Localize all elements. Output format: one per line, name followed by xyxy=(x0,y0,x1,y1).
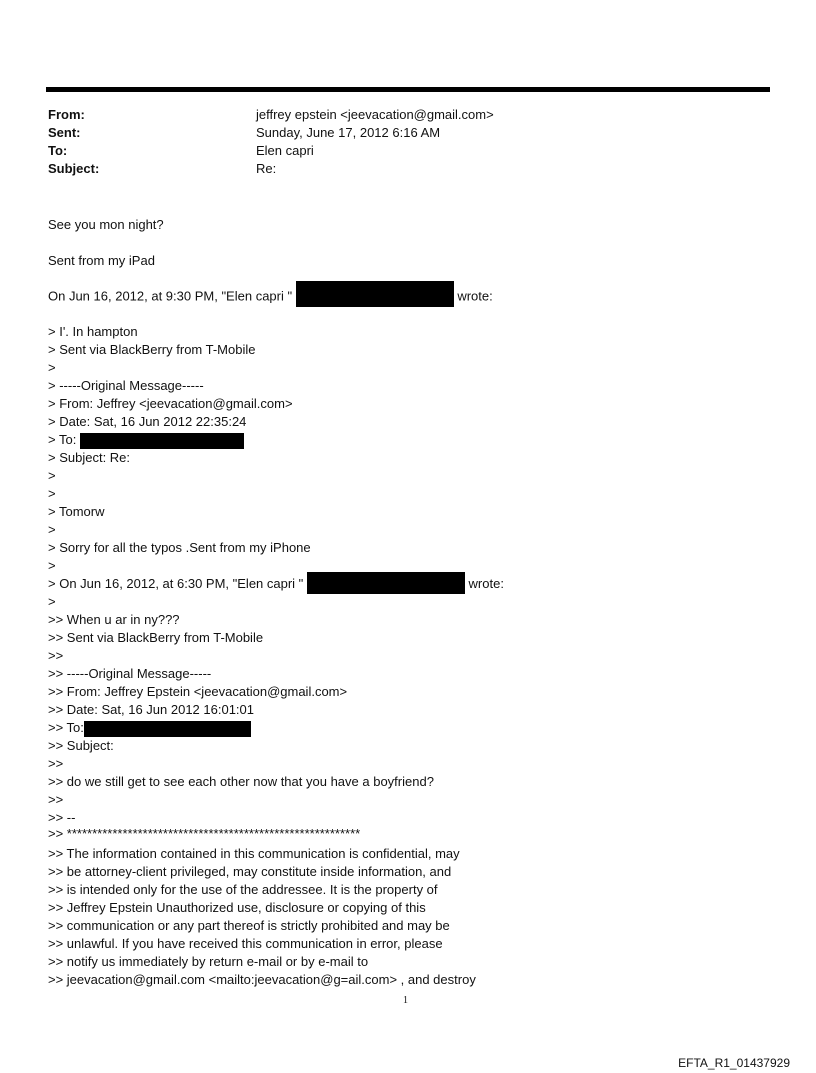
quote-line: >> -- xyxy=(48,810,76,825)
quote-line: >> Subject: xyxy=(48,738,114,753)
body-text: > To: xyxy=(48,432,80,447)
quote-line: > I'. In hampton xyxy=(48,324,138,339)
quote-line: > Date: Sat, 16 Jun 2012 22:35:24 xyxy=(48,414,247,429)
quote-line: >> is intended only for the use of the addressee. It is the property of xyxy=(48,882,438,897)
quote-line: >> communication or any part thereof is strictly prohibited and may be xyxy=(48,918,450,933)
quote-line xyxy=(48,431,244,449)
quote-line: > xyxy=(48,522,56,537)
quote-line: >> Date: Sat, 16 Jun 2012 16:01:01 xyxy=(48,702,254,717)
quote-line: >> The information contained in this communication is confidential, may xyxy=(48,846,460,861)
subject-value: Re: xyxy=(256,161,277,176)
redaction-box xyxy=(307,572,465,594)
redaction-box xyxy=(80,433,244,449)
quote-line: >> Sent via BlackBerry from T-Mobile xyxy=(48,630,264,645)
quote-line: >> xyxy=(48,648,64,663)
sent-value: Sunday, June 17, 2012 6:16 AM xyxy=(256,125,441,140)
body-line xyxy=(48,287,493,307)
to-label: To: xyxy=(48,143,68,158)
quote-line xyxy=(48,575,504,594)
quote-line: >> xyxy=(48,792,64,807)
quote-line: >> notify us immediately by return e-mail or by e-mail to xyxy=(48,954,369,969)
redaction-box xyxy=(84,721,251,737)
quote-line: > Sent via BlackBerry from T-Mobile xyxy=(48,342,256,357)
quote-line: >> be attorney-client privileged, may constitute inside information, and xyxy=(48,864,452,879)
quote-line: >> unlawful. If you have received this communication in error, please xyxy=(48,936,443,951)
bates-number: EFTA_R1_01437929 xyxy=(678,1056,790,1070)
quote-line: > -----Original Message----- xyxy=(48,378,204,393)
quote-line xyxy=(48,719,251,737)
quote-line: >> -----Original Message----- xyxy=(48,666,212,681)
sent-label: Sent: xyxy=(48,125,81,140)
quote-line: >> ********************************************************** xyxy=(48,826,361,841)
body-line: See you mon night? xyxy=(48,217,164,232)
page-number: 1 xyxy=(403,995,408,1006)
quote-line: > xyxy=(48,558,56,573)
quote-line: > xyxy=(48,468,56,483)
body-text: > On Jun 16, 2012, at 6:30 PM, "Elen capri " xyxy=(48,576,307,591)
quote-line: > Tomorw xyxy=(48,504,105,519)
body-text: >> To: xyxy=(48,720,84,735)
quote-line: >> do we still get to see each other now that you have a boyfriend? xyxy=(48,774,434,789)
body-line: Sent from my iPad xyxy=(48,253,155,268)
body-text: On Jun 16, 2012, at 9:30 PM, "Elen capri " xyxy=(48,288,296,304)
quote-line: >> xyxy=(48,756,64,771)
quote-line: >> From: Jeffrey Epstein <jeevacation@gmail.com> xyxy=(48,684,348,699)
to-value: Elen capri xyxy=(256,143,314,158)
body-text: wrote: xyxy=(464,576,504,591)
redaction-box xyxy=(296,281,454,307)
subject-label: Subject: xyxy=(48,161,100,176)
quote-line: > xyxy=(48,360,56,375)
header-rule xyxy=(46,87,770,92)
quote-line: > Sorry for all the typos .Sent from my iPhone xyxy=(48,540,311,555)
quote-line: > xyxy=(48,594,56,609)
quote-line: > xyxy=(48,486,56,501)
quote-line: > From: Jeffrey <jeevacation@gmail.com> xyxy=(48,396,293,411)
quote-line: >> jeevacation@gmail.com <mailto:jeevacation@g=ail.com> , and destroy xyxy=(48,972,476,987)
from-value: jeffrey epstein <jeevacation@gmail.com> xyxy=(256,107,494,122)
body-text: wrote: xyxy=(453,288,493,304)
quote-line: >> When u ar in ny??? xyxy=(48,612,180,627)
quote-line: > Subject: Re: xyxy=(48,450,131,465)
quote-line: >> Jeffrey Epstein Unauthorized use, disclosure or copying of this xyxy=(48,900,426,915)
from-label: From: xyxy=(48,107,85,122)
